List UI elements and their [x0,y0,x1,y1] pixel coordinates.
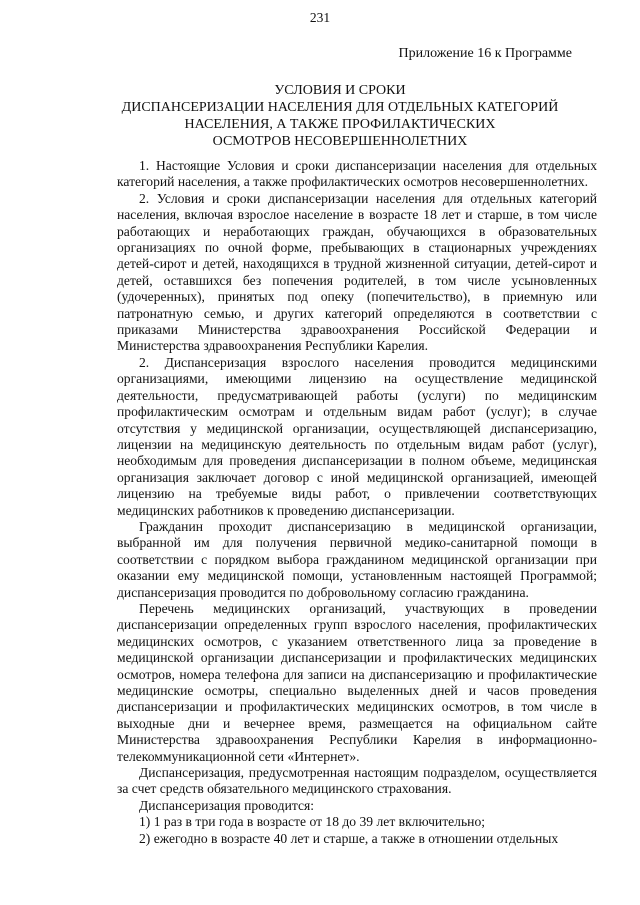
page-number: 231 [309,10,331,25]
document-body [117,158,597,847]
title-line: НАСЕЛЕНИЯ, А ТАКЖЕ ПРОФИЛАКТИЧЕСКИХ [184,117,496,132]
paragraph-6: Диспансеризация, предусмотренная настоящим подразделом, осуществляется за счет средств обязательного медицинского страхования. [117,765,597,797]
paragraph-1: 1. Настоящие Условия и сроки диспансеризации населения для отдельных категорий населения, а также профилактических осмотров несовершеннолетних. [117,158,597,190]
appendix-label: Приложение 16 к Программе [398,46,572,61]
list-item-2: 2) ежегодно в возрасте 40 лет и старше, а также в отношении отдельных [139,830,559,846]
paragraph-4: Гражданин проходит диспансеризацию в медицинской организации, выбранной им для получения первичной медико-санитарной помощи в соответствии с порядком выбора гражданином медицинской организации при оказании ему медицинской помощи, установленным настоящей Программой; диспансеризация проводится по добровольному согласию гражданина. [117,518,597,600]
paragraph-5: Перечень медицинских организаций, участвующих в проведении диспансеризации определенных групп взрослого населения, профилактических медицинских осмотров, с указанием ответственного лица за проведение в медицинской организации диспансеризации и профилактических медицинских осмотров, номера телефона для записи на диспансеризацию и профилактические медицинские осмотры, специально выделенных дней и часов проведения диспансеризации и профилактических медицинских осмотров, в том числе в выходные дни и вечернее время, размещается на официальном сайте Министерства здравоохранения Республики Карелия в информационно-телекоммуникационной сети «Интернет». [117,600,597,764]
document-title [100,82,580,150]
paragraph-3: 2. Диспансеризация взрослого населения проводится медицинскими организациями, имеющими лицензию на осуществление медицинской деятельности, предусматривающей работы (услуги) по медицинским профилактическим осмотрам и отдельным видам работ (услуг); в случае отсутствия у медицинской организации, осуществляющей диспансеризацию, лицензии на медицинскую деятельность по отдельным видам работ (услуг), необходимым для проведения диспансеризации в полном объеме, медицинская организация заключает договор с иной медицинской организацией, имеющей лицензию на требуемые виды работ, о привлечении соответствующих медицинских работников к проведению диспансеризации. [117,354,597,518]
title-line: ДИСПАНСЕРИЗАЦИИ НАСЕЛЕНИЯ ДЛЯ ОТДЕЛЬНЫХ КАТЕГОРИЙ [121,100,559,115]
list-item-1: 1) 1 раз в три года в возрасте от 18 до 39 лет включительно; [139,814,486,830]
title-line: ОСМОТРОВ НЕСОВЕРШЕННОЛЕТНИХ [212,134,468,149]
paragraph-7: Диспансеризация проводится: [139,797,315,813]
title-line: УСЛОВИЯ И СРОКИ [274,83,406,98]
paragraph-2: 2. Условия и сроки диспансеризации населения для отдельных категорий населения, включая взрослое население в возрасте 18 лет и старше, в том числе работающих и неработающих граждан, обучающихся в образовательных организациях по очной форме, пребывающих в стационарных учреждениях детей-сирот и детей, находящихся в трудной жизненной ситуации, детей-сирот и детей, оставшихся без попечения родителей, в том числе усыновленных (удочеренных), принятых под опеку (попечительство), в приемную или патронатную семью, и других категорий определяются в соответствии с приказами Министерства здравоохранения Российской Федерации и Министерства здравоохранения Республики Карелия. [117,190,597,354]
